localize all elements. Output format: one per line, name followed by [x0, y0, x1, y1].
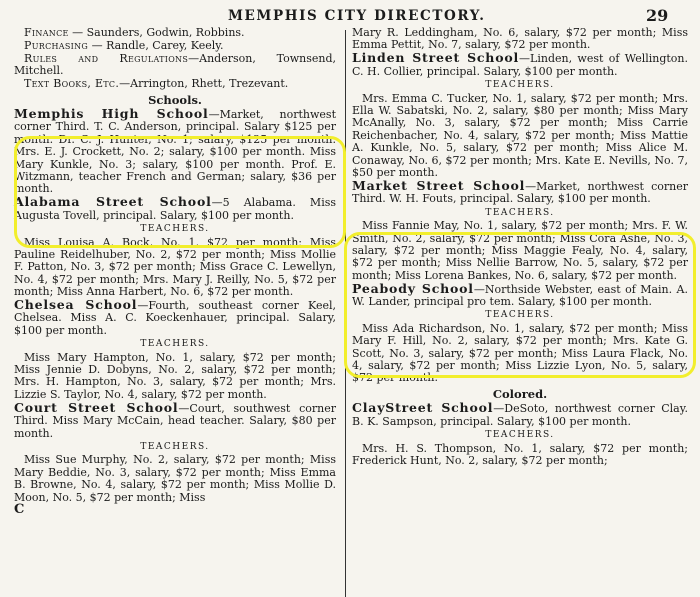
- school-name: Alabama Street School: [14, 194, 212, 210]
- left-column: [14, 27, 336, 515]
- teachers-list: Miss Mary Hampton, No. 1, salary, $72 per month; Miss Jennie D. Dobyns, No. 2, salary, $72 per month; Mrs. H. Hampton, No. 3, salary, $72 per month; Mrs. Lizzie S. Taylor, No. 4, salary, $72 per month.: [14, 350, 336, 401]
- committee-rules: Rules and Regulations—Anderson, Townsend, Mitchell.: [14, 51, 336, 78]
- right-column: [352, 27, 688, 468]
- colored-heading: Colored.: [492, 386, 548, 401]
- claystreet-school-entry: ClayStreet School—DeSoto, northwest corner Clay. B. K. Sampson, principal. Salary, $100 per month.: [352, 400, 688, 428]
- teachers-label: TEACHERS.: [140, 339, 210, 350]
- school-name: Court Street School: [14, 399, 179, 415]
- committee-textbooks: Text Books, Etc.—Arrington, Rhett, Trezevant.: [24, 77, 289, 91]
- teachers-label: TEACHERS.: [140, 442, 210, 452]
- school-name: Chelsea School: [14, 297, 138, 313]
- market-street-school-entry: Market Street School—Market, northwest corner Third. W. H. Fouts, principal. Salary, $100 per month.: [352, 177, 688, 206]
- committee-finance: Finance — Saunders, Godwin, Robbins.: [24, 26, 245, 39]
- chelsea-school-entry: Chelsea School—Fourth, southeast corner Keel, Chelsea. Miss A. C. Koeckenhauer, principal. Salary, $100 per month.: [14, 297, 337, 337]
- school-name: Peabody School: [352, 280, 474, 296]
- committee-purchasing: Purchasing — Randle, Carey, Keely.: [24, 38, 224, 52]
- teachers-label: TEACHERS.: [485, 207, 555, 218]
- teachers-list: Miss Louisa A. Bock, No. 1, $72 per month; Miss Pauline Reidelhuber, No. 2, $72 per month; Miss Mollie F. Patton, No. 3, $72 per month; Miss Grace C. Lewellyn, No. 4, $72 per month; Mrs. Mary J. Reilly, No. 5, $72 per month; Miss Anna Harbert, No. 6, $72 per month.: [14, 235, 336, 299]
- teachers-list: Mrs. Emma C. Tucker, No. 1, salary, $72 per month; Mrs. Ella W. Sabatski, No. 2, salary, $80 per month; Miss Mary McAnally, No. 3, salary, $72 per month; Miss Carrie Reichenbacher, No. 4, salary, $72 per month; Miss Mattie A. Kunkle, No. 5, salary, $72 per month; Miss Alice M. Conaway, No. 6, $72 per month; Mrs. Kate E. Nevills, No. 7, $50 per month.: [352, 91, 688, 179]
- teachers-list: Miss Ada Richardson, No. 1, salary, $72 per month; Miss Mary F. Hill, No. 2, salary, $72 per month; Mrs. Kate G. Scott, No. 3, salary, $72 per month; Miss Laura Flack, No. 4, salary, $72 per month; Miss Lizzie Lyon, No. 5, salary, $72 per month.: [352, 321, 688, 385]
- peabody-school-entry: Peabody School—Northside Webster, east of Main. A. W. Lander, principal pro tem. Salary, $100 per month.: [352, 280, 688, 309]
- page-number: 29: [646, 6, 669, 25]
- linden-street-school-entry: Linden Street School—Linden, west of Wellington. C. H. Collier, principal. Salary, $100 per month.: [352, 50, 689, 78]
- court-street-school-entry: Court Street School—Court, southwest corner Third. Miss Mary McCain, head teacher. Salary, $80 per month.: [14, 399, 336, 440]
- next-section-initial: C: [14, 501, 25, 517]
- school-name: ClayStreet School: [352, 400, 494, 416]
- teachers-list: Miss Sue Murphy, No. 2, salary, $72 per month; Miss Mary Beddie, No. 3, salary, $72 per month; Miss Emma B. Browne, No. 4, salary, $72 per month; Miss Mollie D. Moon, No. 5, $72 per month; Miss: [14, 453, 336, 504]
- teachers-label: TEACHERS.: [485, 80, 555, 91]
- alabama-street-school-entry: Alabama Street School—5 Alabama. Miss Augusta Tovell, principal. Salary, $100 per month.: [14, 194, 337, 222]
- teachers-list: Miss Fannie May, No. 1, salary, $72 per month; Mrs. F. W. Smith, No. 2, salary, $72 per month; Miss Cora Ashe, No. 3, salary, $72 per month; Miss Maggie Fealy, No. 4, salary, $72 per month; Miss Nellie Barrow, No. 5, salary, $72 per month; Miss Lorena Bankes, No. 6, salary, $72 per month.: [352, 219, 688, 282]
- teachers-label: TEACHERS.: [485, 310, 555, 321]
- schools-heading: Schools.: [148, 92, 202, 107]
- teachers-label: TEACHERS.: [140, 224, 210, 235]
- teachers-label: TEACHERS.: [485, 430, 555, 441]
- school-name: Market Street School: [352, 177, 526, 193]
- school-name: Memphis High School: [14, 105, 209, 121]
- teachers-list: Mrs. H. S. Thompson, No. 1, salary, $72 per month; Frederick Hunt, No. 2, salary, $72 per month;: [352, 441, 688, 467]
- school-name: Linden Street School: [352, 50, 520, 66]
- memphis-high-school-entry: Memphis High School—Market, northwest corner Third. T. C. Anderson, principal. Salary $125 per month. Dr. C. J. Hunter, No. 1; salary, $125 per month. Mrs. E. J. Crockett, No. 2; salary, $100 per month. Miss Mary Kunkle, No. 3; salary, $100 per month. Prof. E. Witzmann, teacher French and German; salary, $36 per month.: [14, 105, 336, 196]
- running-head: MEMPHIS CITY DIRECTORY.: [228, 8, 486, 24]
- continued-teachers: Mary R. Leddingham, No. 6, salary, $72 per month; Miss Emma Pettit, No. 7, salary, $72 per month.: [352, 26, 688, 52]
- column-divider: [345, 30, 346, 597]
